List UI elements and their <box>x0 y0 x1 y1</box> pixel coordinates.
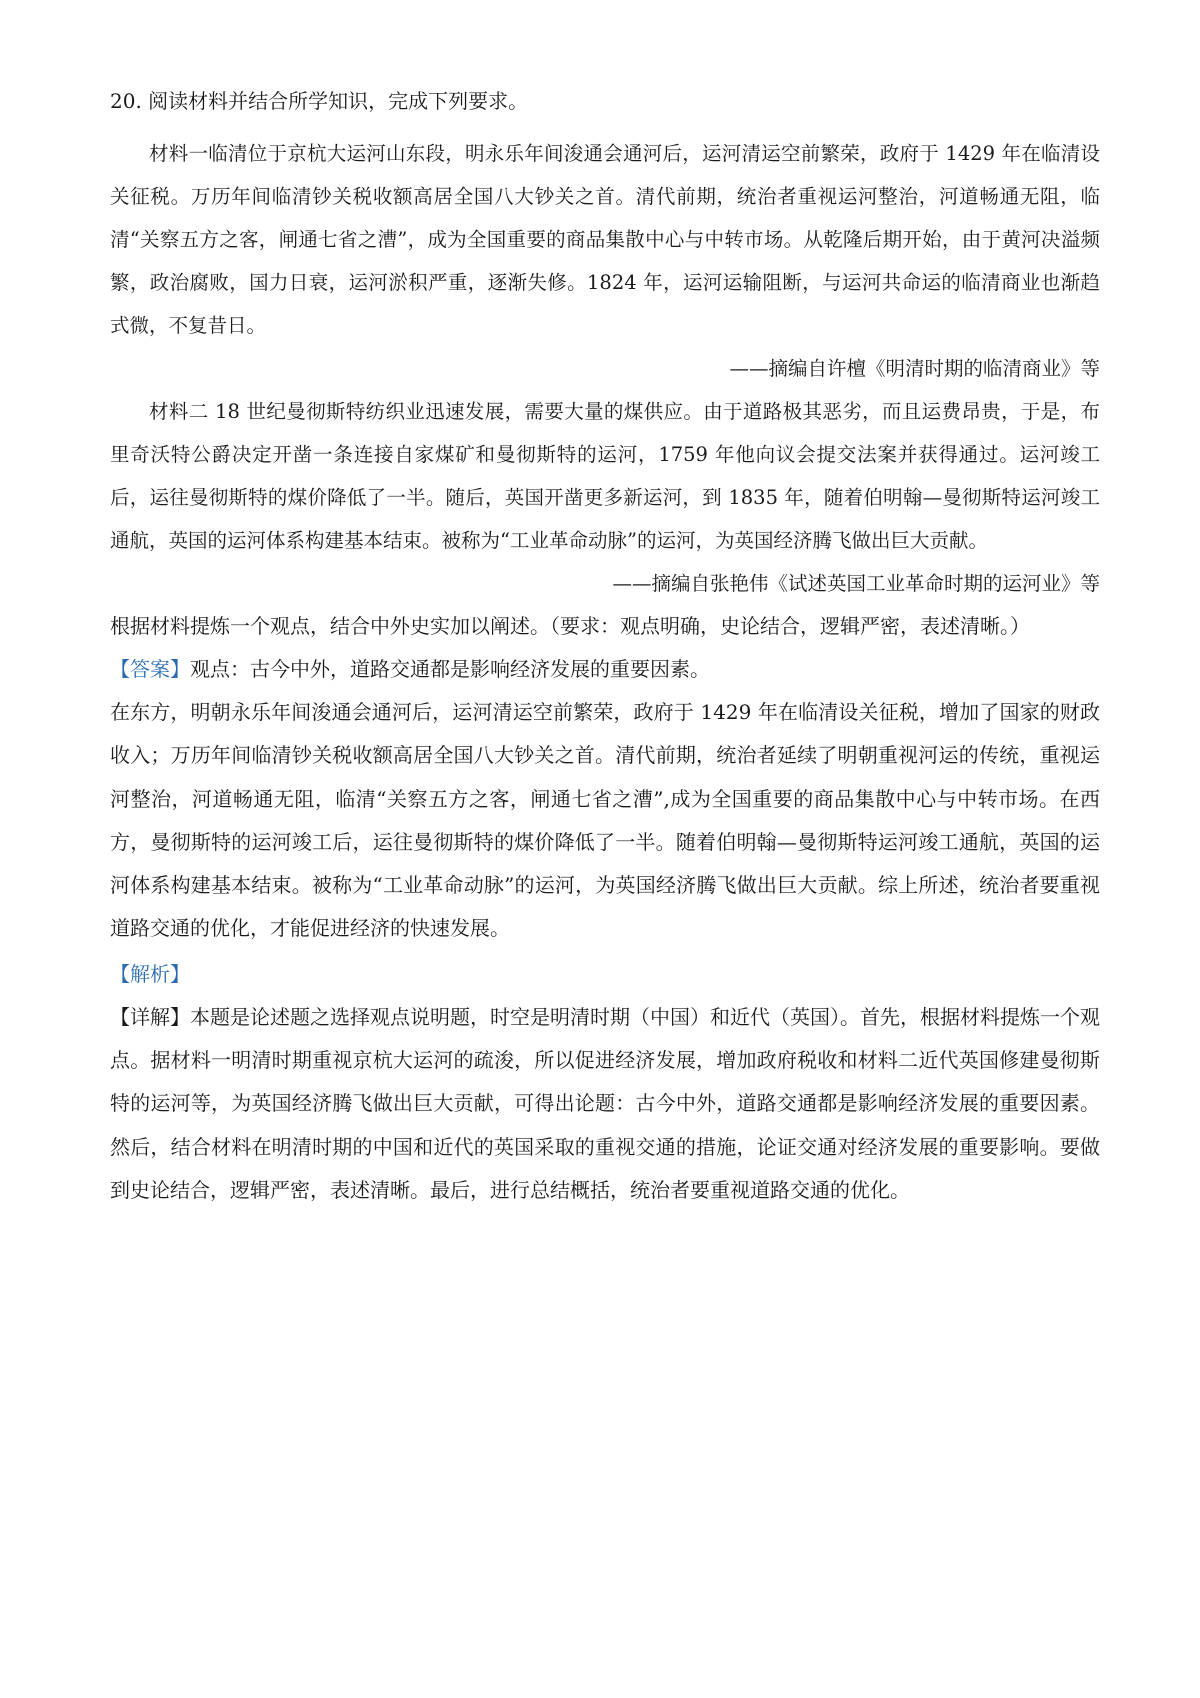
answer-body: 在东方，明朝永乐年间浚通会通河后，运河清运空前繁荣，政府于 1429 年在临清设关征税，增加了国家的财政收入；万历年间临清钞关税收额高居全国八大钞关之首。清代前期，统治者延续了明朝重视河运的传统，重视运河整治，河道畅通无阻，临清“关察五方之客，闸通七省之漕”,成为全国重要的商品集散中心与中转市场。在西方，曼彻斯特的运河竣工后，运往曼彻斯特的煤价降低了一半。随着伯明翰—曼彻斯特运河竣工通航，英国的运河体系构建基本结束。被称为“工业革命动脉”的运河，为英国经济腾飞做出巨大贡献。综上所述，统治者要重视道路交通的优化，才能促进经济的快速发展。 <box>110 700 1100 941</box>
analysis-detail <box>110 996 1100 1212</box>
material-one-source: ——摘编自许檀《明清时期的临清商业》等 <box>729 357 1100 380</box>
exam-page <box>110 88 1100 1212</box>
detail-text: 本题是论述题之选择观点说明题，时空是明清时期（中国）和近代（英国）。首先，根据材料提炼一个观点。据材料一明清时期重视京杭大运河的疏浚，所以促进经济发展，增加政府税收和材料二近代英国修建曼彻斯特的运河等，为英国经济腾飞做出巨大贡献，可得出论题：古今中外，道路交通都是影响经济发展的重要因素。然后，结合材料在明清时期的中国和近代的英国采取的重视交通的措施，论证交通对经济发展的重要影响。要做到史论结合，逻辑严密，表述清晰。最后，进行总结概括，统治者要重视道路交通的优化。 <box>110 1004 1100 1202</box>
detail-tag: 【详解】 <box>110 1004 190 1029</box>
question-title: 20. 阅读材料并结合所学知识，完成下列要求。 <box>110 89 529 113</box>
answer-viewpoint: 观点：古今中外，道路交通都是影响经济发展的重要因素。 <box>190 657 710 681</box>
answer-viewpoint-line <box>110 648 1100 691</box>
material-two-source: ——摘编自张艳伟《试述英国工业革命时期的运河业》等 <box>612 572 1100 595</box>
material-one: 材料一临清位于京杭大运河山东段，明永乐年间浚通会通河后，运河清运空前繁荣，政府于 1429 年在临清设关征税。万历年间临清钞关税收额高居全国八大钞关之首。清代前期，统治者重视运河整治，河道畅通无阻，临清“关察五方之客，闸通七省之漕”，成为全国重要的商品集散中心与中转市场。从乾隆后期开始，由于黄河决溢频繁，政治腐败，国力日衰，运河淤积严重，逐渐失修。1824 年，运河运输阻断，与运河共命运的临清商业也渐趋式微，不复昔日。 <box>110 142 1100 337</box>
question-prompt: 根据材料提炼一个观点，结合中外史实加以阐述。（要求：观点明确，史论结合，逻辑严密，表述清晰。） <box>110 614 1030 638</box>
answer-tag: 【答案】 <box>110 657 190 681</box>
material-two: 材料二 18 世纪曼彻斯特纺织业迅速发展，需要大量的煤供应。由于道路极其恶劣，而且运费昂贵，于是，布里奇沃特公爵决定开凿一条连接自家煤矿和曼彻斯特的运河，1759 年他向议会提交法案并获得通过。运河竣工后，运往曼彻斯特的煤价降低了一半。随后，英国开凿更多新运河，到 1835 年，随着伯明翰—曼彻斯特运河竣工通航，英国的运河体系构建基本结束。被称为“工业革命动脉”的运河，为英国经济腾飞做出巨大贡献。 <box>110 400 1100 552</box>
analysis-tag: 【解析】 <box>110 961 190 986</box>
